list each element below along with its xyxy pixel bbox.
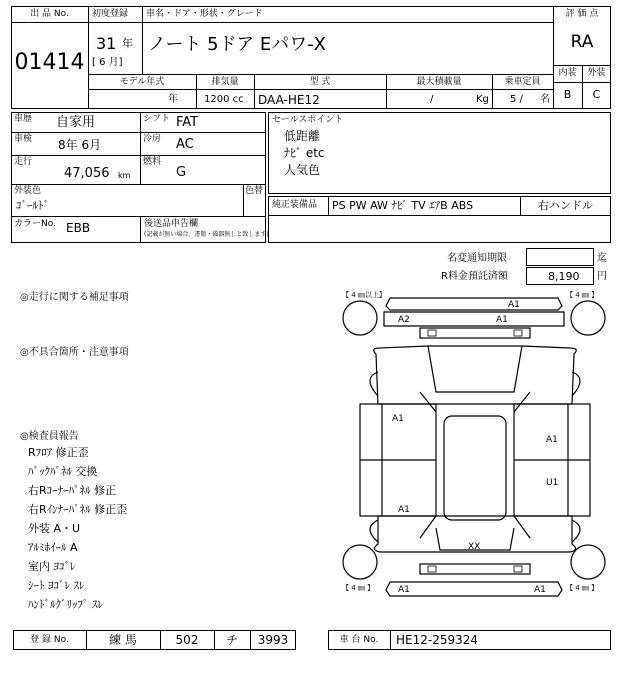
inspector-item: Rﾌﾛｱ 修正歪 — [28, 446, 89, 459]
mileage-label: 走行 — [14, 157, 33, 167]
wheel-front-left — [343, 301, 377, 335]
damage-mark: A1 — [508, 300, 520, 310]
model-year-label: モデル年式 — [119, 77, 165, 87]
interior-label: 内装 — [558, 68, 577, 78]
inspector-item: ｼｰﾄ ﾖｺﾞﾚ ｽﾚ — [28, 579, 85, 592]
mileage-unit: km — [118, 171, 131, 180]
fuel-value: G — [176, 165, 187, 180]
tire-depth-front-right: 【 4 ㎜ 】 — [566, 291, 599, 299]
car-name-label: 車名・ドア・形状・グレード — [146, 9, 263, 19]
color-no-label: カラーNo. — [14, 219, 56, 229]
car-damage-diagram — [340, 288, 610, 620]
reg-area: 練 馬 — [109, 633, 137, 647]
inspector-item: ﾊﾞｯｸﾊﾟﾈﾙ 交換 — [28, 465, 98, 478]
exterior-color-value: ｺﾞｰﾙﾄﾞ — [16, 199, 49, 212]
max-load-value: / — [430, 94, 434, 105]
equipment-value: PS PW AW ﾅﾋﾞ TV ｴｱB ABS — [332, 199, 474, 212]
cooler-label: 冷房 — [143, 134, 162, 144]
damage-mark: A1 — [398, 585, 410, 595]
mileage-value: 47,056 — [64, 166, 110, 181]
name-change-unit: 迄 — [597, 253, 607, 264]
defects-label: ◎不具合箇所・注意事項 — [20, 347, 129, 358]
exterior-label: 外装 — [587, 68, 606, 78]
tire-depth-front-left: 【 4 ㎜以上】 — [342, 291, 386, 299]
inspector-item: ﾊﾝﾄﾞﾙｸﾞﾘｯﾌﾟ ｽﾚ — [28, 598, 103, 611]
exterior-color-label: 外装色 — [14, 186, 42, 196]
front-bumper — [386, 298, 562, 310]
roof — [444, 416, 506, 520]
sales-point-item: 低距離 — [284, 129, 321, 143]
front-grille — [420, 328, 530, 338]
score-value: RA — [570, 32, 594, 52]
after-market-note: (記載が無い場合、書類・備器無しと致します) — [144, 231, 269, 238]
fuel-label: 燃料 — [143, 157, 162, 167]
inspector-item: 右Rｲﾝﾅｰﾊﾟﾈﾙ 修正歪 — [28, 503, 128, 516]
capacity-label: 乗車定員 — [504, 77, 541, 87]
damage-mark: A1 — [534, 585, 546, 595]
type-label: 型 式 — [309, 77, 331, 87]
history-value: 自家用 — [56, 115, 96, 130]
wheel-rear-left — [343, 545, 377, 579]
sales-point-item: 人気色 — [284, 163, 321, 177]
lot-number: 01414 — [14, 50, 85, 75]
body-outline — [374, 346, 577, 404]
damage-mark: A2 — [398, 315, 410, 325]
lot-no-label: 出 品 No. — [30, 9, 69, 19]
chassis-label: 車 台 No. — [339, 635, 379, 645]
displacement-value: 1200 cc — [204, 94, 244, 105]
inspector-item: 外装 A・U — [28, 522, 81, 535]
sales-points-label: セールスポイント — [272, 115, 344, 125]
damage-mark: A1 — [392, 414, 404, 424]
first-reg-year-unit: 年 — [122, 37, 133, 50]
damage-mark: A1 — [496, 315, 508, 325]
chassis-number: HE12-259324 — [396, 633, 479, 647]
tire-depth-rear-left: 【 4 ㎜ 】 — [342, 584, 375, 592]
displacement-label: 排気量 — [211, 77, 239, 87]
recycle-value: 8,190 — [548, 270, 580, 283]
recycle-label: R料金預託済額 — [441, 271, 508, 282]
first-reg-label: 初度登録 — [92, 9, 129, 19]
handle-value: 右ハンドル — [538, 199, 593, 212]
rear-lights — [420, 564, 530, 574]
history-label: 車歴 — [14, 114, 33, 124]
color-no-value: EBB — [66, 221, 91, 235]
cooler-value: AC — [176, 137, 194, 152]
name-change-label: 名変通知期限 — [447, 253, 507, 264]
model-year-unit: 年 — [168, 94, 178, 105]
wheel-front-right — [571, 301, 605, 335]
damage-mark: A1 — [398, 505, 410, 515]
damage-mark: XX — [468, 542, 481, 552]
color-change-label: 色替 — [245, 186, 264, 196]
recycle-unit: 円 — [597, 271, 607, 282]
damage-mark: A1 — [546, 435, 558, 445]
tire-depth-rear-right: 【 4 ㎜ 】 — [566, 584, 599, 592]
after-market-label: 後送品申告欄 — [144, 219, 199, 229]
front-panel — [384, 312, 564, 326]
capacity-value: 5 / — [510, 94, 523, 105]
sales-point-item: ﾅﾋﾞ etc — [284, 146, 325, 160]
shift-value: FAT — [176, 115, 199, 130]
shift-label: シフト — [143, 114, 171, 124]
inspection-label: 車検 — [14, 134, 33, 144]
name-change-box — [526, 248, 594, 266]
inspector-item: 室内 ﾖｺﾞﾚ — [28, 560, 76, 573]
interior-grade: B — [563, 88, 572, 101]
reg-kana: チ — [225, 633, 238, 647]
inspector-item: ｱﾙﾐﾎｲｰﾙ A — [28, 541, 78, 554]
equipment-label: 純正装備品 — [272, 200, 318, 210]
max-load-label: 最大積載量 — [416, 77, 462, 87]
first-reg-year: 31 — [96, 34, 117, 53]
score-label: 評 価 点 — [565, 9, 599, 19]
wheel-rear-right — [571, 545, 605, 579]
reg-number: 3993 — [257, 633, 289, 647]
driving-notes-label: ◎走行に関する補足事項 — [20, 292, 129, 303]
car-name: ノート 5ドア Eパワ-X — [148, 34, 327, 55]
exterior-grade: C — [592, 88, 601, 101]
capacity-unit: 名 — [540, 94, 550, 105]
inspector-label: ◎検査員報告 — [20, 431, 79, 442]
damage-mark: U1 — [546, 478, 559, 488]
inspection-value: 8年 6月 — [58, 138, 102, 152]
type-value: DAA-HE12 — [258, 93, 320, 107]
inspector-item: 右Rｺｰﾅｰﾊﾟﾈﾙ 修正 — [28, 484, 117, 497]
first-reg-month: [ 6 月] — [92, 57, 123, 68]
max-load-unit: Kg — [476, 94, 489, 105]
reg-class: 502 — [175, 633, 199, 647]
reg-no-label: 登 録 No. — [30, 635, 69, 645]
